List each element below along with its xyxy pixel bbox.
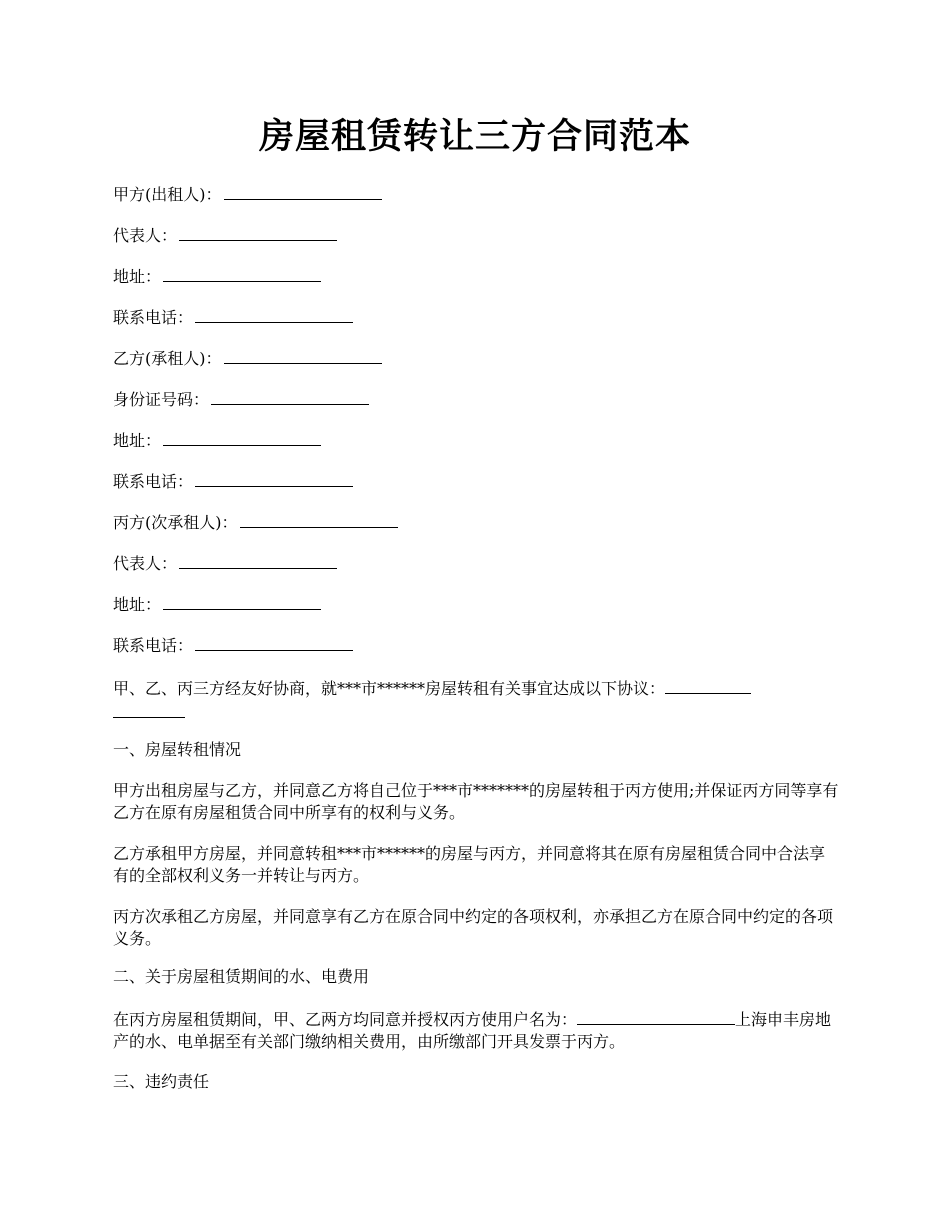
party-b-field — [113, 346, 382, 370]
party-a-phone-field — [113, 305, 353, 329]
section-2-text-after: 上海申丰房地产的水、电单据至有关部门缴纳相关费用，由所缴部门开具发票于丙方。 — [113, 1010, 832, 1051]
party-a-representative-field — [113, 223, 337, 247]
field-label: 代表人： — [113, 554, 178, 573]
fill-blank[interactable] — [224, 182, 382, 200]
field-label: 代表人： — [113, 226, 178, 245]
section-2-paragraph-1 — [113, 1007, 839, 1053]
field-label: 联系电话： — [113, 636, 194, 655]
party-a-field — [113, 182, 382, 206]
fill-blank[interactable] — [195, 469, 353, 487]
fill-blank[interactable] — [163, 264, 321, 282]
field-label: 乙方(承租人)： — [113, 349, 222, 368]
fill-blank[interactable] — [163, 428, 321, 446]
fill-blank[interactable] — [179, 551, 337, 569]
fill-blank[interactable] — [665, 676, 751, 694]
field-label: 丙方(次承租人)： — [113, 513, 238, 532]
party-a-address-field — [113, 264, 321, 288]
fill-blank[interactable] — [179, 223, 337, 241]
party-b-phone-field — [113, 469, 353, 493]
section-1-heading: 一、房屋转租情况 — [113, 740, 242, 759]
party-c-field — [113, 510, 398, 534]
fill-blank[interactable] — [195, 633, 353, 651]
field-label: 甲方(出租人)： — [113, 185, 222, 204]
party-b-address-field — [113, 428, 321, 452]
intro-paragraph — [113, 676, 839, 724]
field-label: 地址： — [113, 431, 162, 450]
fill-blank[interactable] — [577, 1007, 735, 1025]
field-label: 地址： — [113, 595, 162, 614]
section-1-paragraph-1: 甲方出租房屋与乙方，并同意乙方将自己位于***市*******的房屋转租于丙方使用;并保证丙方同等享有乙方在原有房屋租赁合同中所享有的权利与义务。 — [113, 781, 839, 822]
party-c-address-field — [113, 592, 321, 616]
document-title: 房屋租赁转让三方合同范本 — [258, 116, 691, 157]
section-1-paragraph-2: 乙方承租甲方房屋，并同意转租***市******的房屋与丙方，并同意将其在原有房屋租赁合同中合法享有的全部权利义务一并转让与丙方。 — [113, 844, 826, 885]
fill-blank-continued[interactable] — [113, 700, 185, 718]
party-c-phone-field — [113, 633, 353, 657]
field-label: 身份证号码： — [113, 390, 210, 409]
intro-text: 甲、乙、丙三方经友好协商，就***市******房屋转租有关事宜达成以下协议： — [113, 679, 666, 698]
party-b-id-field — [113, 387, 369, 411]
fill-blank[interactable] — [240, 510, 398, 528]
fill-blank[interactable] — [195, 305, 353, 323]
fill-blank[interactable] — [224, 346, 382, 364]
section-3-heading: 三、违约责任 — [113, 1072, 210, 1091]
section-1-paragraph-3: 丙方次承租乙方房屋，并同意享有乙方在原合同中约定的各项权利，亦承担乙方在原合同中约定的各项义务。 — [113, 907, 834, 948]
field-label: 联系电话： — [113, 308, 194, 327]
field-label: 地址： — [113, 267, 162, 286]
fill-blank[interactable] — [211, 387, 369, 405]
section-2-heading: 二、关于房屋租赁期间的水、电费用 — [113, 967, 370, 986]
party-c-representative-field — [113, 551, 337, 575]
fill-blank[interactable] — [163, 592, 321, 610]
section-2-text-before: 在丙方房屋租赁期间，甲、乙两方均同意并授权丙方使用户名为： — [113, 1010, 578, 1029]
field-label: 联系电话： — [113, 472, 194, 491]
